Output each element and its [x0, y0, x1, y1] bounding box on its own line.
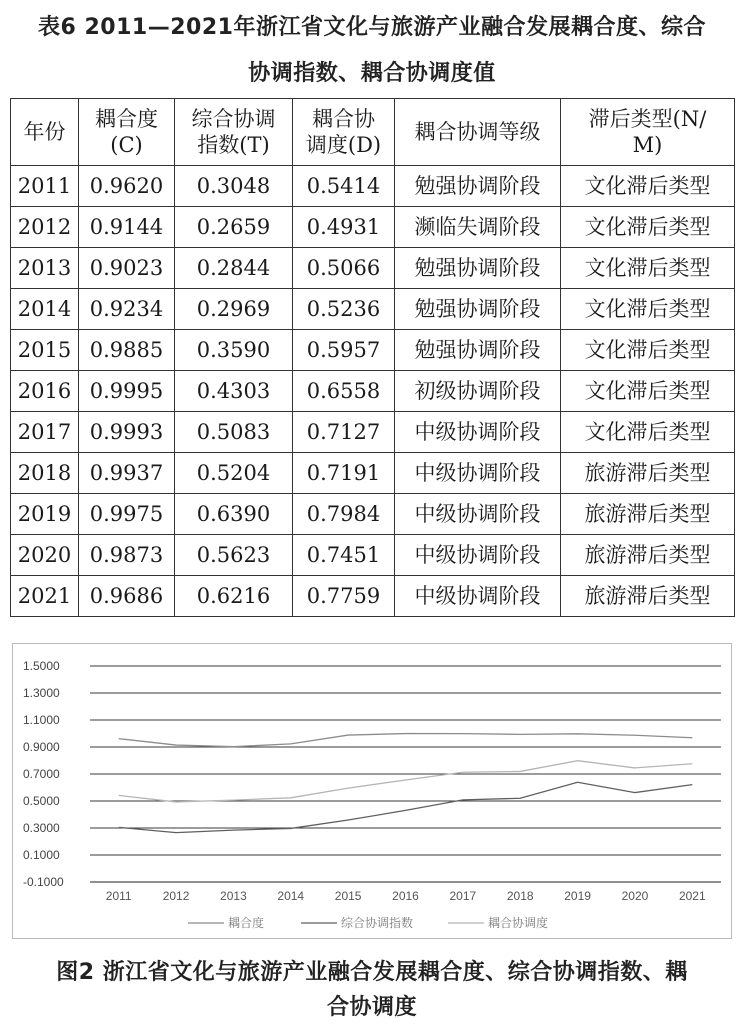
table-cell: 0.5236: [293, 289, 395, 330]
table-body: [11, 166, 735, 617]
table-cell: 文化滞后类型: [561, 248, 735, 289]
table-cell: 旅游滞后类型: [561, 494, 735, 535]
table-cell: 0.9873: [79, 535, 175, 576]
table-cell: 0.4931: [293, 207, 395, 248]
table-cell: 勉强协调阶段: [395, 289, 561, 330]
column-header: 耦合协调等级: [395, 99, 561, 166]
table-cell: 中级协调阶段: [395, 576, 561, 617]
coupling-data-table: [10, 98, 735, 617]
table-row: [11, 453, 735, 494]
line-chart: [12, 643, 732, 939]
table-cell: 文化滞后类型: [561, 207, 735, 248]
table-cell: 0.9023: [79, 248, 175, 289]
table-cell: 0.9144: [79, 207, 175, 248]
x-tick-label: 2020: [621, 889, 649, 903]
table-cell: 0.2844: [175, 248, 293, 289]
column-header: 滞后类型(N/ M): [561, 99, 735, 166]
table-cell: 0.6216: [175, 576, 293, 617]
table-cell: 0.9995: [79, 371, 175, 412]
table-cell: 0.7759: [293, 576, 395, 617]
table-row: [11, 576, 735, 617]
table-cell: 文化滞后类型: [561, 289, 735, 330]
x-tick-label: 2016: [392, 889, 419, 903]
figure-caption-line-2: 合协调度: [326, 995, 417, 1020]
table-cell: 0.9993: [79, 412, 175, 453]
table-cell: 0.3048: [175, 166, 293, 207]
column-header: 综合协调 指数(T): [175, 99, 293, 166]
table-cell: 濒临失调阶段: [395, 207, 561, 248]
y-tick-label: 1.3000: [23, 686, 60, 700]
x-tick-label: 2015: [334, 889, 362, 903]
table-cell: 0.5204: [175, 453, 293, 494]
table-cell: 初级协调阶段: [395, 371, 561, 412]
table-cell: 中级协调阶段: [395, 412, 561, 453]
table-cell: 0.2969: [175, 289, 293, 330]
table-row: [11, 207, 735, 248]
table-cell: 0.7984: [293, 494, 395, 535]
table-cell: 2021: [11, 576, 79, 617]
table-cell: 2020: [11, 535, 79, 576]
table-cell: 2019: [11, 494, 79, 535]
table-row: [11, 412, 735, 453]
table-cell: 0.5414: [293, 166, 395, 207]
y-tick-label: 0.5000: [23, 794, 60, 808]
table-cell: 2015: [11, 330, 79, 371]
column-header: 耦合协 调度(D): [293, 99, 395, 166]
table-cell: 0.7127: [293, 412, 395, 453]
table-row: [11, 330, 735, 371]
table-cell: 2014: [11, 289, 79, 330]
table-cell: 旅游滞后类型: [561, 576, 735, 617]
table-cell: 2017: [11, 412, 79, 453]
table-cell: 中级协调阶段: [395, 453, 561, 494]
y-tick-label: -0.1000: [23, 875, 64, 889]
table-cell: 0.9885: [79, 330, 175, 371]
legend-label: 耦合度: [228, 916, 265, 930]
table-row: [11, 166, 735, 207]
y-tick-label: 0.7000: [23, 767, 60, 781]
table-row: [11, 371, 735, 412]
table-cell: 中级协调阶段: [395, 535, 561, 576]
legend-label: 综合协调指数: [341, 916, 414, 930]
y-tick-label: 0.1000: [23, 848, 60, 862]
table-cell: 2011: [11, 166, 79, 207]
table-cell: 0.9234: [79, 289, 175, 330]
table-cell: 2018: [11, 453, 79, 494]
column-header: 耦合度 (C): [79, 99, 175, 166]
x-tick-label: 2013: [220, 889, 247, 903]
table-cell: 0.6390: [175, 494, 293, 535]
table-cell: 0.3590: [175, 330, 293, 371]
table-cell: 0.6558: [293, 371, 395, 412]
x-tick-label: 2018: [506, 889, 534, 903]
table-cell: 0.9937: [79, 453, 175, 494]
y-tick-label: 0.9000: [23, 740, 60, 754]
table-cell: 2016: [11, 371, 79, 412]
table-cell: 0.7191: [293, 453, 395, 494]
table-cell: 中级协调阶段: [395, 494, 561, 535]
table-cell: 勉强协调阶段: [395, 248, 561, 289]
table-cell: 0.5083: [175, 412, 293, 453]
x-tick-label: 2012: [162, 889, 190, 903]
table-cell: 文化滞后类型: [561, 330, 735, 371]
y-tick-label: 1.1000: [23, 713, 60, 727]
table-cell: 文化滞后类型: [561, 166, 735, 207]
x-tick-label: 2021: [678, 889, 706, 903]
table-cell: 0.2659: [175, 207, 293, 248]
table-cell: 勉强协调阶段: [395, 166, 561, 207]
table-row: [11, 289, 735, 330]
table-cell: 0.9975: [79, 494, 175, 535]
table-title-line-1: 表6 2011—2021年浙江省文化与旅游产业融合发展耦合度、综合: [38, 15, 706, 40]
table-row: [11, 494, 735, 535]
table-row: [11, 535, 735, 576]
x-tick-label: 2019: [564, 889, 591, 903]
x-tick-label: 2014: [277, 889, 305, 903]
table-cell: 0.5066: [293, 248, 395, 289]
legend-label: 耦合协调度: [488, 916, 549, 930]
chart-svg: [13, 644, 731, 938]
table-header-row: [11, 99, 735, 166]
table-cell: 文化滞后类型: [561, 412, 735, 453]
table-cell: 2013: [11, 248, 79, 289]
table-cell: 旅游滞后类型: [561, 535, 735, 576]
y-tick-label: 1.5000: [23, 659, 60, 673]
x-tick-label: 2017: [449, 889, 477, 903]
table-cell: 0.5623: [175, 535, 293, 576]
table-cell: 旅游滞后类型: [561, 453, 735, 494]
table-title-line-2: 协调指数、耦合协调度值: [248, 61, 496, 86]
table-cell: 0.5957: [293, 330, 395, 371]
y-tick-label: 0.3000: [23, 821, 60, 835]
series-line-3: [119, 761, 693, 802]
table-cell: 0.9686: [79, 576, 175, 617]
table-cell: 0.9620: [79, 166, 175, 207]
table-cell: 2012: [11, 207, 79, 248]
table-row: [11, 248, 735, 289]
figure-caption-line-1: 图2 浙江省文化与旅游产业融合发展耦合度、综合协调指数、耦: [56, 960, 688, 985]
table-cell: 文化滞后类型: [561, 371, 735, 412]
table-cell: 0.7451: [293, 535, 395, 576]
x-tick-label: 2011: [105, 889, 132, 903]
series-line-2: [119, 782, 693, 832]
table-cell: 勉强协调阶段: [395, 330, 561, 371]
series-line-1: [119, 734, 693, 747]
table-cell: 0.4303: [175, 371, 293, 412]
column-header: 年份: [11, 99, 79, 166]
